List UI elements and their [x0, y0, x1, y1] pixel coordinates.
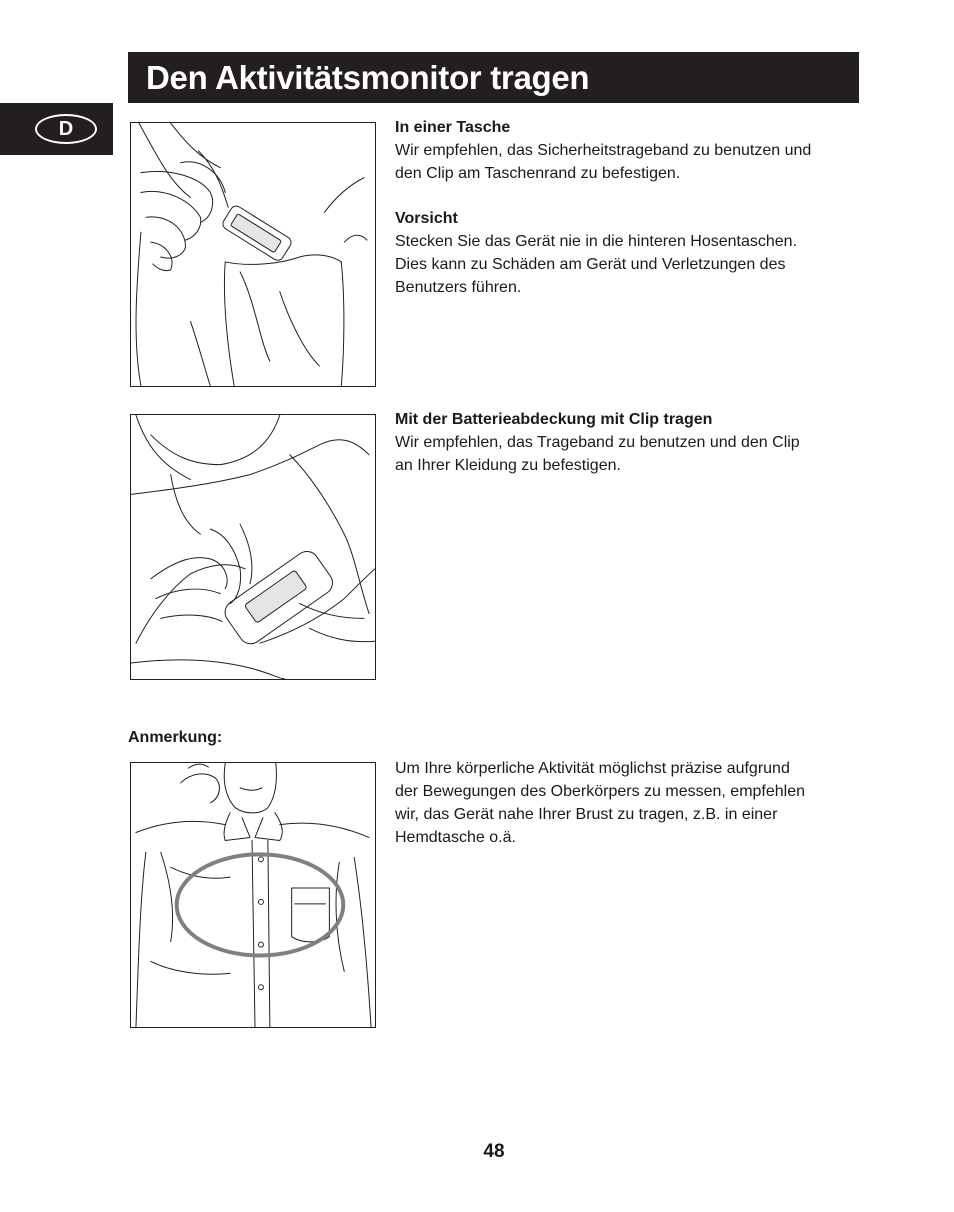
- pocket-text-block: [395, 116, 865, 185]
- caution-text-block: [395, 207, 865, 299]
- clip-illustration: [130, 414, 376, 680]
- caution-heading: Vorsicht: [395, 210, 458, 227]
- title-bar: [128, 52, 859, 103]
- note-line: Hemdtasche o.ä.: [395, 829, 516, 846]
- clip-line: Wir empfehlen, das Trageband zu benutzen und den Clip: [395, 434, 800, 451]
- note-text-block: [395, 757, 865, 849]
- language-label: D: [35, 114, 97, 144]
- note-line: der Bewegungen des Oberkörpers zu messen, empfehlen: [395, 783, 806, 800]
- clip-text-block: [395, 408, 865, 477]
- pocket-illustration: [130, 122, 376, 387]
- note-line: Um Ihre körperliche Aktivität möglichst präzise aufgrund: [395, 760, 790, 777]
- chest-position-illustration: [130, 762, 376, 1028]
- caution-line: Dies kann zu Schäden am Gerät und Verletzungen des: [395, 256, 786, 273]
- caution-line: Benutzers führen.: [395, 279, 522, 296]
- page-number: 48: [483, 1141, 505, 1162]
- note-line: wir, das Gerät nahe Ihrer Brust zu tragen, z.B. in einer: [395, 806, 778, 823]
- caution-line: Stecken Sie das Gerät nie in die hinteren Hosentaschen.: [395, 233, 798, 250]
- language-tab: [0, 103, 113, 155]
- pocket-line: den Clip am Taschenrand zu befestigen.: [395, 165, 681, 182]
- clip-line: an Ihrer Kleidung zu befestigen.: [395, 457, 621, 474]
- pocket-heading: In einer Tasche: [395, 119, 511, 136]
- pocket-line: Wir empfehlen, das Sicherheitstrageband zu benutzen und: [395, 142, 812, 159]
- note-label: Anmerkung:: [128, 729, 223, 746]
- clip-heading: Mit der Batterieabdeckung mit Clip tragen: [395, 411, 713, 428]
- page-title: Den Aktivitätsmonitor tragen: [146, 59, 590, 96]
